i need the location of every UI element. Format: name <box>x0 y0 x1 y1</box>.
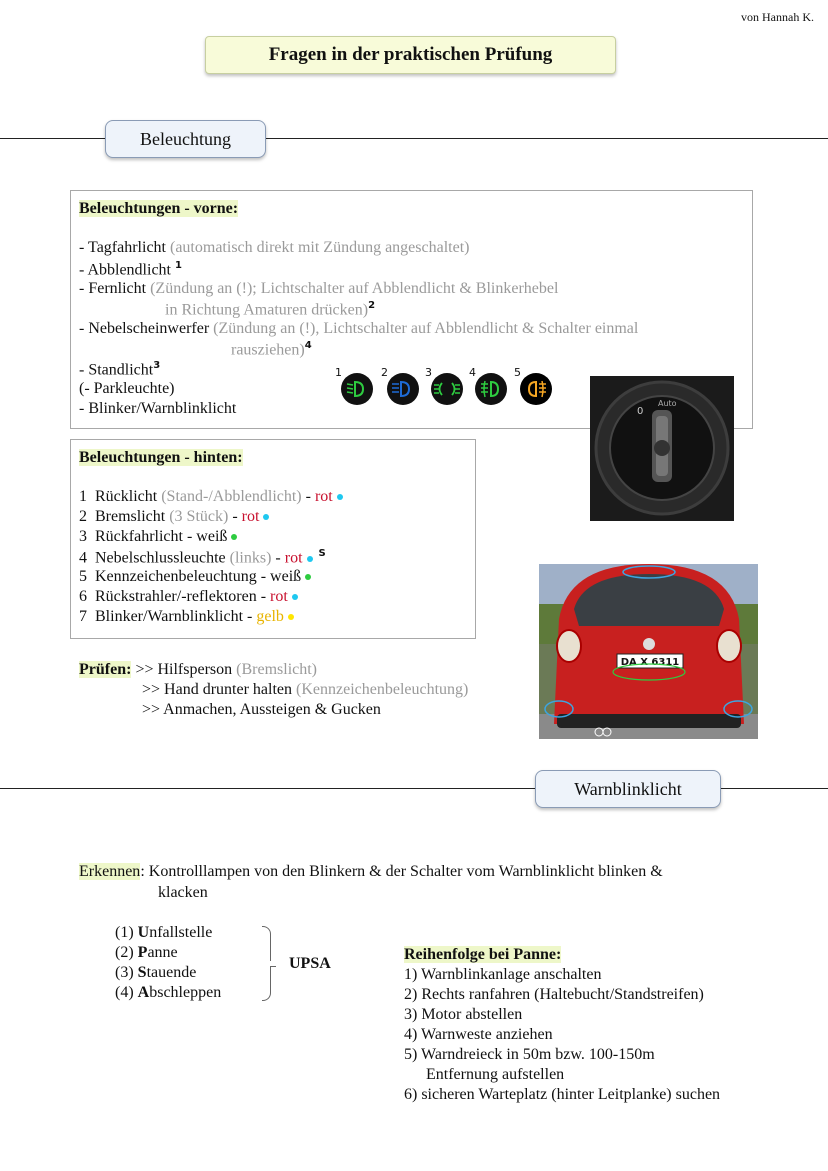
breakdown-step: 4) Warnweste anziehen <box>404 1026 553 1043</box>
svg-text:Auto: Auto <box>658 399 677 408</box>
upsa-item: (4) Abschleppen <box>115 984 222 1001</box>
license-plate: DA X 6311 <box>620 657 680 668</box>
front-item-parking: - Standlicht$^3$ <box>79 360 161 379</box>
breakdown-step: 2) Rechts ranfahren (Haltebucht/Standstreifen) <box>404 986 704 1003</box>
low-beam-icon <box>341 373 373 405</box>
high-beam-icon <box>387 373 419 405</box>
lamp-number-5: 5 <box>514 366 521 379</box>
check-line-1: Prüfen: >> Hilfsperson (Bremslicht) <box>79 661 318 678</box>
divider-right <box>265 138 828 139</box>
section-label-warnblinklicht: Warnblinklicht <box>535 770 721 808</box>
rear-light-item: 2 Bremslicht (3 Stück) - rot <box>79 508 269 526</box>
check-line-3: >> Anmachen, Aussteigen & Gucken <box>142 701 381 718</box>
front-item-fog-cont: rausziehen)$^4$ <box>231 340 312 359</box>
lamp-number-2: 2 <box>381 366 388 379</box>
recognize-line-2: klacken <box>158 884 208 901</box>
lamp-number-1: 1 <box>335 366 342 379</box>
light-switch-photo <box>590 376 734 521</box>
front-item-high-beam: - Fernlicht (Zündung an (!); Lichtschalter auf Abblendlicht & Blinkerhebel <box>79 280 559 297</box>
upsa-item: (1) Unfallstelle <box>115 924 213 941</box>
rear-fog-light-icon <box>520 373 552 405</box>
breakdown-step: 6) sicheren Warteplatz (hinter Leitplanke) suchen <box>404 1086 721 1103</box>
front-item-parkleuchte: (- Parkleuchte) <box>79 380 175 397</box>
rear-light-item: 7 Blinker/Warnblinklicht - gelb <box>79 608 294 626</box>
divider-left-2 <box>0 788 537 789</box>
rear-light-item: 4 Nebelschlussleuchte (links) - rot $^S$ <box>79 548 326 567</box>
brace-bottom <box>262 966 271 1001</box>
parking-light-icon <box>431 373 463 405</box>
front-item-fog: - Nebelscheinwerfer (Zündung an (!), Lichtschalter auf Abblendlicht & Schalter einmal <box>79 320 639 337</box>
breakdown-step: Entfernung aufstellen <box>426 1066 565 1083</box>
section-label-beleuchtung: Beleuchtung <box>105 120 266 158</box>
rear-lights-heading: Beleuchtungen - hinten: <box>79 449 243 466</box>
front-item-indicator: - Blinker/Warnblinklicht <box>79 400 237 417</box>
front-item-daytime: - Tagfahrlicht (automatisch direkt mit Zündung angeschaltet) <box>79 239 470 256</box>
upsa-item: (3) Stauende <box>115 964 197 981</box>
brace-top <box>262 926 271 961</box>
author-note: von Hannah K. <box>741 10 814 24</box>
lamp-number-3: 3 <box>425 366 432 379</box>
svg-text:0: 0 <box>637 406 644 417</box>
lamp-number-4: 4 <box>469 366 476 379</box>
car-rear-photo <box>539 564 758 739</box>
divider-right-2 <box>720 788 828 789</box>
upsa-item: (2) Panne <box>115 944 178 961</box>
front-fog-light-icon <box>475 373 507 405</box>
breakdown-step: 5) Warndreieck in 50m bzw. 100-150m <box>404 1046 655 1063</box>
brace-tip <box>270 958 276 967</box>
front-item-low-beam: - Abblendlicht $^1$ <box>79 260 182 279</box>
rear-light-item: 6 Rückstrahler/-reflektoren - rot <box>79 588 298 606</box>
rear-light-item: 5 Kennzeichenbeleuchtung - weiß <box>79 568 311 586</box>
front-item-high-beam-cont: in Richtung Amaturen drücken)$^2$ <box>165 300 376 319</box>
breakdown-heading: Reihenfolge bei Panne: <box>404 946 562 963</box>
breakdown-step: 3) Motor abstellen <box>404 1006 523 1023</box>
front-lights-heading: Beleuchtungen - vorne: <box>79 200 239 217</box>
divider-left <box>0 138 106 139</box>
rear-light-item: 1 Rücklicht (Stand-/Abblendlicht) - rot <box>79 488 343 506</box>
upsa-label: UPSA <box>289 955 331 972</box>
page-title: Fragen in der praktischen Prüfung <box>205 36 616 74</box>
rear-light-item: 3 Rückfahrlicht - weiß <box>79 528 237 546</box>
breakdown-step: 1) Warnblinkanlage anschalten <box>404 966 602 983</box>
recognize-line-1: Erkennen: Kontrolllampen von den Blinkern & der Schalter vom Warnblinklicht blinken & <box>79 863 663 880</box>
check-line-2: >> Hand drunter halten (Kennzeichenbeleuchtung) <box>142 681 469 698</box>
